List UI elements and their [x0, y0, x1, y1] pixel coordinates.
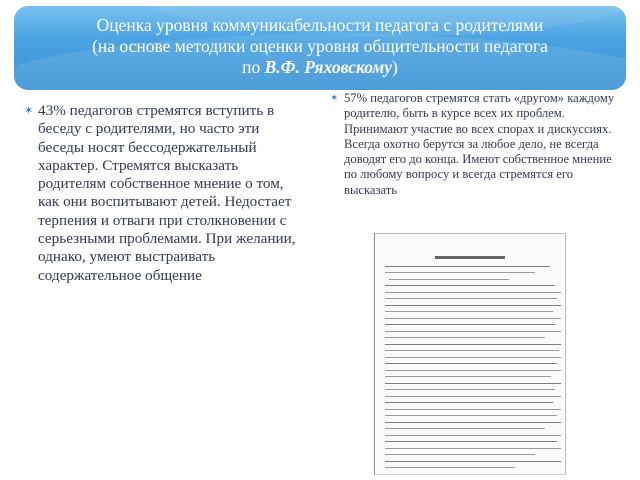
document-text-line: [385, 467, 515, 468]
document-text-line: [385, 461, 561, 462]
document-heading-scribble: [375, 255, 565, 263]
heading-scribble-icon: [435, 255, 505, 261]
questionnaire-document-image: [374, 233, 566, 475]
document-text-line: [385, 292, 561, 293]
document-text-line: [385, 305, 561, 306]
right-bullet-column: [330, 91, 620, 198]
document-text-line: [385, 350, 559, 351]
document-text-line: [385, 318, 561, 319]
document-text-line: [385, 441, 557, 442]
document-text-line: [385, 285, 555, 286]
document-text-line: [385, 266, 550, 267]
star-bullet-icon: ✶: [330, 93, 339, 104]
slide-title: [14, 15, 626, 78]
title-banner: [14, 6, 626, 90]
list-item: [330, 91, 620, 198]
document-text-line: [385, 402, 553, 403]
document-text-line: [385, 331, 561, 332]
document-text-line: [385, 396, 561, 397]
star-bullet-icon: ✶: [24, 104, 34, 117]
right-bullet-text: 57% педагогов стремятся стать «другом» каждому родителю, быть в курсе всех их проблем. Принимают участие во всех спорах и дискуссиях. Всегда охотно берутся за любое дело, не всегда доводят его до конца. Имеют собственное мнение по любому вопросу и всегда стремятся его высказать: [344, 91, 615, 197]
document-text-line: [385, 298, 557, 299]
document-text-line: [385, 376, 551, 377]
document-text-line: [389, 279, 509, 280]
title-line-3-prefix: по: [242, 57, 265, 77]
document-text-line: [385, 344, 561, 345]
document-text-line: [385, 422, 561, 423]
left-bullet-column: [24, 102, 308, 285]
left-bullet-text: 43% педагогов стремятся вступить в беседу с родителями, но часто эти беседы носят бессодержательный характер. Стремятся высказать родителям собственное мнение о том, как они воспитывают детей. Недостает терпения и отваги при столкновении с серьезными проблемами. При желании, однако, умеют выстраивать содержательное общение: [38, 102, 296, 284]
document-text-line: [385, 311, 553, 312]
document-text-line: [385, 389, 555, 390]
document-text-line: [385, 383, 561, 384]
document-text-line: [385, 337, 545, 338]
document-text-line: [385, 357, 561, 358]
title-line-2: (на основе методики оценки уровня общительности педагога: [92, 36, 548, 56]
document-text-line: [385, 324, 555, 325]
title-line-1: Оценка уровня коммуникабельности педагога с родителями: [96, 15, 544, 35]
document-text-line: [385, 409, 561, 410]
title-line-3-suffix: ): [392, 57, 398, 77]
document-text-line: [385, 454, 535, 455]
title-line-3: [14, 57, 626, 78]
title-author: В.Ф. Ряховскому: [264, 57, 393, 77]
list-item: [24, 102, 308, 285]
document-text-line: [385, 272, 535, 273]
document-text-line: [385, 370, 561, 371]
document-text-line: [385, 448, 561, 449]
document-text-line: [385, 428, 545, 429]
document-text-line: [385, 415, 557, 416]
document-text-line: [385, 363, 557, 364]
document-text-line: [385, 435, 561, 436]
